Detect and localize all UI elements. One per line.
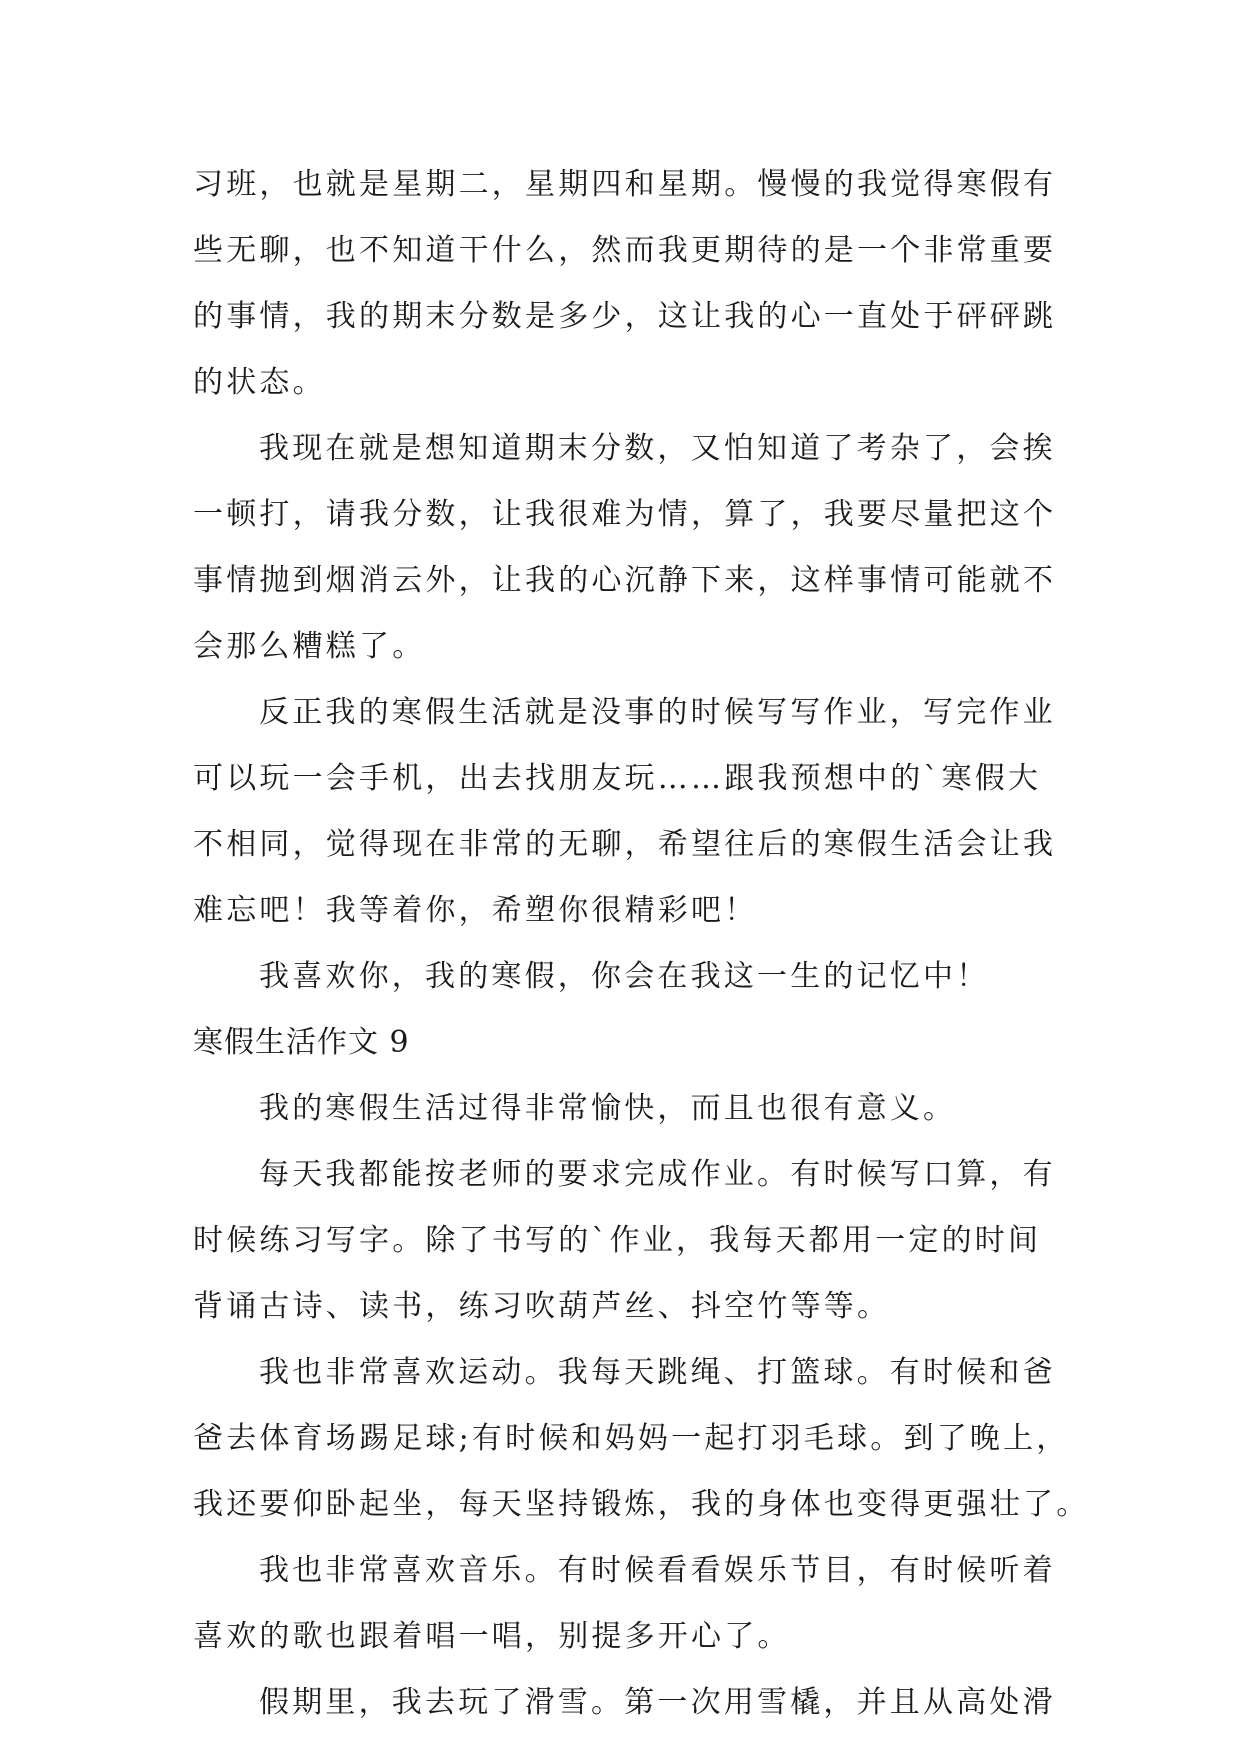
text-line: 事情抛到烟消云外，让我的心沉静下来，这样事情可能就不 [193, 563, 1057, 598]
text-line: 一顿打，请我分数，让我很难为情，算了，我要尽量把这个 [193, 497, 1057, 532]
text-line: 喜欢的歌也跟着唱一唱，别提多开心了。 [193, 1619, 791, 1654]
paragraph-first-line: 我喜欢你，我的寒假，你会在我这一生的记忆中！ [259, 959, 990, 994]
paragraph-first-line: 假期里，我去玩了滑雪。第一次用雪橇，并且从高处滑 [259, 1685, 1056, 1720]
paragraph-first-line: 我也非常喜欢音乐。有时候看看娱乐节目，有时候听着 [259, 1553, 1056, 1588]
paragraph-first-line: 反正我的寒假生活就是没事的时候写写作业，写完作业 [259, 695, 1056, 730]
text-line: 不相同，觉得现在非常的无聊，希望往后的寒假生活会让我 [193, 827, 1057, 862]
text-line: 可以玩一会手机，出去找朋友玩……跟我预想中的`寒假大 [193, 761, 1042, 796]
paragraph-first-line: 每天我都能按老师的要求完成作业。有时候写口算，有 [259, 1157, 1056, 1192]
text-line: 我还要仰卧起坐，每天坚持锻炼，我的身体也变得更强壮了。 [193, 1487, 1090, 1522]
text-line: 习班，也就是星期二，星期四和星期。慢慢的我觉得寒假有 [193, 167, 1057, 202]
text-line: 背诵古诗、读书，练习吹葫芦丝、抖空竹等等。 [193, 1289, 891, 1324]
text-line: 爸去体育场踢足球;有时候和妈妈一起打羽毛球。到了晚上， [193, 1421, 1070, 1456]
text-line: 些无聊，也不知道干什么，然而我更期待的是一个非常重要 [193, 233, 1057, 268]
text-line: 时候练习写字。除了书写的`作业，我每天都用一定的时间 [193, 1223, 1042, 1258]
paragraph-first-line: 我也非常喜欢运动。我每天跳绳、打篮球。有时候和爸 [259, 1355, 1056, 1390]
paragraph-first-line: 我的寒假生活过得非常愉快，而且也很有意义。 [259, 1091, 957, 1126]
document-page [193, 152, 1090, 1736]
text-line: 的事情，我的期末分数是多少，这让我的心一直处于砰砰跳 [193, 299, 1057, 334]
text-line: 难忘吧！我等着你，希塑你很精彩吧！ [193, 893, 758, 928]
text-line: 会那么糟糕了。 [193, 629, 426, 664]
text-line: 的状态。 [193, 365, 326, 400]
paragraph-first-line: 我现在就是想知道期末分数，又怕知道了考杂了，会挨 [259, 431, 1056, 466]
section-heading: 寒假生活作文 9 [193, 1025, 410, 1060]
